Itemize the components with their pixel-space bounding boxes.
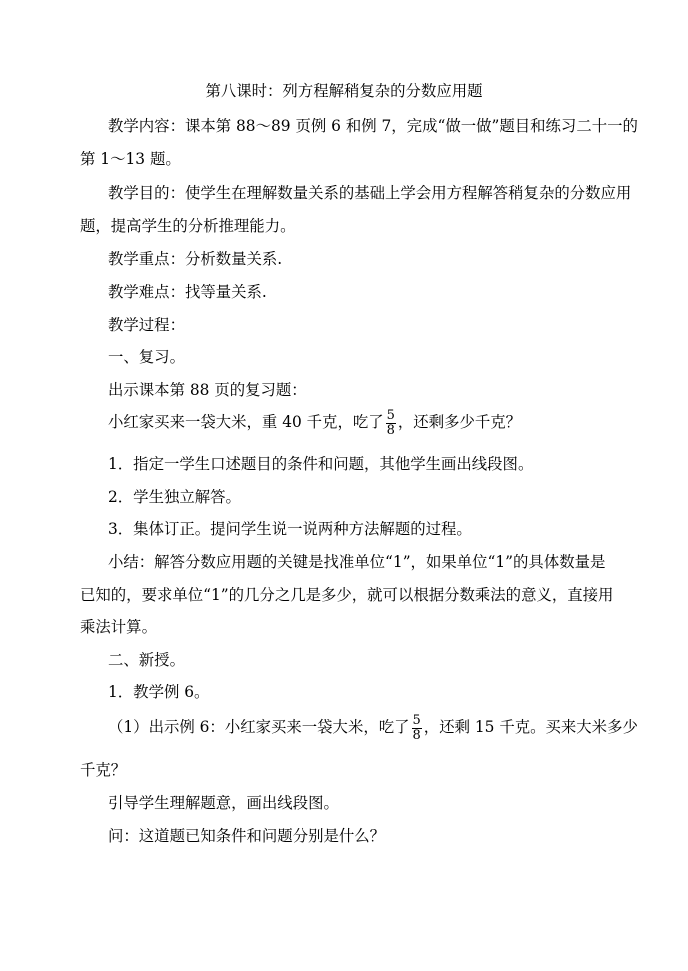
teaching-goal-line-1: 教学目的：使学生在理解数量关系的基础上学会用方程解答稍复杂的分数应用 — [108, 184, 632, 202]
example-6-continuation: 千克？ — [80, 761, 127, 779]
teaching-process-heading: 教学过程： — [108, 316, 185, 334]
teach-example-6: 1．教学例 6。 — [108, 683, 210, 701]
example-6-text-after: ，还剩 15 千克。买来大米多少 — [423, 718, 638, 736]
fraction-denominator: 8 — [386, 422, 395, 438]
summary-line-3: 乘法计算。 — [80, 618, 157, 636]
teaching-content-line-1: 教学内容：课本第 88～89 页例 6 和例 7，完成“做一做”题目和练习二十一的 — [108, 117, 638, 135]
teaching-content-line-2: 第 1～13 题。 — [80, 150, 181, 168]
review-question-text-before: 小红家买来一袋大米，重 40 千克，吃了 — [108, 413, 384, 431]
fraction-five-eighths — [412, 714, 422, 743]
review-question-text-after: ，还剩多少千克？ — [397, 413, 522, 431]
review-heading: 一、复习。 — [108, 348, 185, 366]
review-step-1: 1．指定一学生口述题目的条件和问题，其他学生画出线段图。 — [108, 455, 534, 473]
key-point: 教学重点：分析数量关系. — [108, 250, 283, 268]
fraction-five-eighths — [386, 409, 396, 438]
review-step-3: 3．集体订正。提问学生说一说两种方法解题的过程。 — [108, 520, 472, 538]
review-question — [108, 407, 521, 438]
fraction-numerator: 5 — [412, 712, 421, 728]
example-6-question — [108, 712, 638, 743]
example-6-text-before: （1）出示例 6：小红家买来一袋大米，吃了 — [108, 718, 410, 736]
new-lesson-heading: 二、新授。 — [108, 651, 185, 669]
question-prompt: 问：这道题已知条件和问题分别是什么？ — [108, 827, 386, 845]
summary-line-1: 小结：解答分数应用题的关键是找准单位“1”，如果单位“1”的具体数量是 — [108, 553, 606, 571]
review-show: 出示课本第 88 页的复习题： — [108, 381, 307, 399]
guide-students: 引导学生理解题意，画出线段图。 — [108, 794, 339, 812]
fraction-numerator: 5 — [386, 407, 395, 423]
fraction-denominator: 8 — [412, 727, 421, 743]
difficulty-point: 教学难点：找等量关系. — [108, 283, 267, 301]
summary-line-2: 已知的，要求单位“1”的几分之几是多少，就可以根据分数乘法的意义，直接用 — [80, 586, 614, 604]
review-step-2: 2．学生独立解答。 — [108, 488, 241, 506]
teaching-goal-line-2: 题，提高学生的分析推理能力。 — [80, 217, 296, 235]
lesson-title: 第八课时：列方程解稍复杂的分数应用题 — [205, 82, 483, 100]
